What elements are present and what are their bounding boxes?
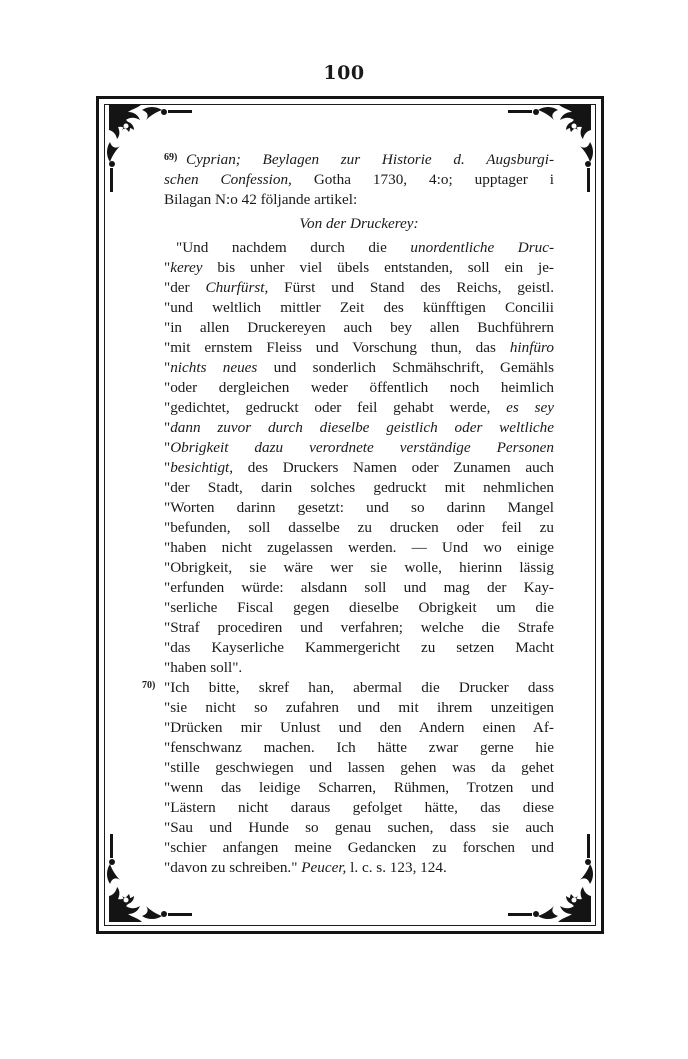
text-run: l. c. s. 123, 124.: [346, 859, 447, 876]
text-run: "wenn das leidige Scharren, Rühmen, Trotzen und: [164, 779, 554, 796]
page-text: [142, 150, 555, 878]
text-run: "haben soll".: [164, 659, 243, 676]
emphasis-run: nichts neues: [170, 359, 258, 376]
text-run: "Sau und Hunde so genau suchen, dass sie auch: [164, 819, 554, 836]
footnote-marker: 69): [164, 152, 178, 163]
author-name: Peucer,: [301, 859, 347, 876]
text-run: "Worten darinn gesetzt: und so darinn Mangel: [164, 499, 554, 516]
text-run: "in allen Druckereyen auch bey allen Buchführern: [164, 319, 554, 336]
text-line: [164, 438, 554, 458]
text-run: und sonderlich Schmähschrift, Gemähls: [257, 359, 555, 376]
text-run: "fenschwanz machen. Ich hätte zwar gerne hie: [164, 739, 554, 756]
text-run: "Ich bitte, skref han, abermal die Drucker dass: [164, 679, 554, 696]
text-line: [164, 298, 554, 318]
text-line: [164, 738, 554, 758]
text-run: "sie nicht so zufahren und mit ihrem unzeitigen: [164, 699, 554, 716]
text-run: "der Stadt, darin solches gedruckt mit nehmlichen: [164, 479, 554, 496]
footnote-70: [142, 678, 554, 878]
text-run: ": [164, 459, 171, 476]
text-run: Fürst und Stand des Reichs, geistl.: [268, 279, 555, 296]
text-run: "davon zu schreiben.": [164, 859, 302, 876]
text-run: "serliche Fiscal gegen dieselbe Obrigkeit um die: [164, 599, 554, 616]
text-line: [164, 170, 554, 190]
text-line: [164, 638, 554, 658]
text-line: [164, 758, 554, 778]
text-line: [164, 498, 554, 518]
text-line: [164, 190, 554, 210]
text-line: [164, 418, 554, 438]
text-run: "Drücken mir Unlust und den Andern einen Af-: [164, 719, 554, 736]
text-run: ": [164, 439, 171, 456]
emphasis-run: dann zuvor durch dieselbe geistlich oder weltliche: [170, 419, 554, 436]
emphasis-run: unordentliche Druc-: [410, 239, 555, 256]
text-line: [164, 818, 554, 838]
text-line: [164, 578, 554, 598]
text-run: Bilagan N:o 42 följande artikel:: [164, 191, 358, 208]
emphasis-run: besichtigt,: [170, 459, 234, 476]
text-line: [164, 558, 554, 578]
text-run: "erfunden würde: alsdann soll und mag der Kay-: [164, 579, 554, 596]
text-line: [164, 678, 554, 698]
text-line: [164, 318, 554, 338]
text-run: "gedichtet, gedruckt oder feil gehabt werde,: [164, 399, 507, 416]
emphasis-run: es sey: [506, 399, 554, 416]
text-line: [164, 458, 554, 478]
text-run: "das Kayserliche Kammergericht zu setzen Macht: [164, 639, 554, 656]
text-line: [164, 150, 554, 170]
quoted-passage: [164, 238, 554, 678]
text-line: [164, 478, 554, 498]
text-line: [164, 238, 554, 258]
text-run: "stille geschwiegen und lassen gehen was da gehet: [164, 759, 554, 776]
text-line: [164, 658, 554, 678]
text-line: [164, 398, 554, 418]
text-line: [164, 838, 554, 858]
emphasis-run: Churfürst,: [205, 279, 269, 296]
page-number: 100: [323, 62, 365, 84]
text-run: "oder dergleichen weder öffentlich noch heimlich: [164, 379, 554, 396]
text-run: "schier anfangen meine Gedancken zu forschen und: [164, 839, 554, 856]
citation-title: schen Confession,: [164, 171, 292, 188]
text-line: [164, 258, 554, 278]
footnote-marker: 70): [142, 680, 156, 691]
text-run: "mit ernstem Fleiss und Vorschung thun, das: [164, 339, 510, 356]
text-run: Gotha 1730, 4:o; upptager i: [291, 171, 554, 188]
text-run: "befunden, soll dasselbe zu drucken oder feil zu: [164, 519, 554, 536]
emphasis-run: hinfüro: [509, 339, 554, 356]
text-line: [164, 358, 554, 378]
text-run: des Druckers Namen oder Zunamen auch: [233, 459, 554, 476]
text-line: [164, 538, 554, 558]
text-run: "und weltlich mittler Zeit des künfftigen Concilii: [164, 299, 554, 316]
text-run: "der: [164, 279, 206, 296]
emphasis-run: Obrigkeit dazu verordnete verständige Personen: [170, 439, 554, 456]
text-run: "Lästern nicht daraus gefolget hätte, das diese: [164, 799, 554, 816]
text-run: ": [164, 259, 171, 276]
text-line: [164, 778, 554, 798]
text-line: [164, 338, 554, 358]
text-line: [164, 698, 554, 718]
text-line: [164, 598, 554, 618]
text-run: ": [164, 419, 171, 436]
text-line: [164, 618, 554, 638]
emphasis-run: kerey: [170, 259, 203, 276]
text-line: [164, 798, 554, 818]
text-run: "Straf procediren und verfahren; welche die Strafe: [164, 619, 554, 636]
text-run: "haben nicht zugelassen werden. — Und wo einige: [164, 539, 554, 556]
text-line: [164, 378, 554, 398]
text-line: [164, 718, 554, 738]
section-heading: Von der Druckerey:: [299, 215, 419, 232]
footnote-69: [164, 150, 554, 678]
text-run: "Und nachdem durch die: [176, 239, 411, 256]
text-line: [164, 518, 554, 538]
text-run: bis unher viel übels entstanden, soll ein je-: [202, 259, 554, 276]
text-line: [164, 278, 554, 298]
text-line: [164, 858, 554, 878]
quoted-passage: [142, 678, 554, 878]
text-run: "Obrigkeit, sie wäre wer sie wolle, hierinn lässig: [164, 559, 554, 576]
text-run: ": [164, 359, 171, 376]
citation-title: Cyprian; Beylagen zur Historie d. Augsburgi-: [186, 151, 554, 168]
